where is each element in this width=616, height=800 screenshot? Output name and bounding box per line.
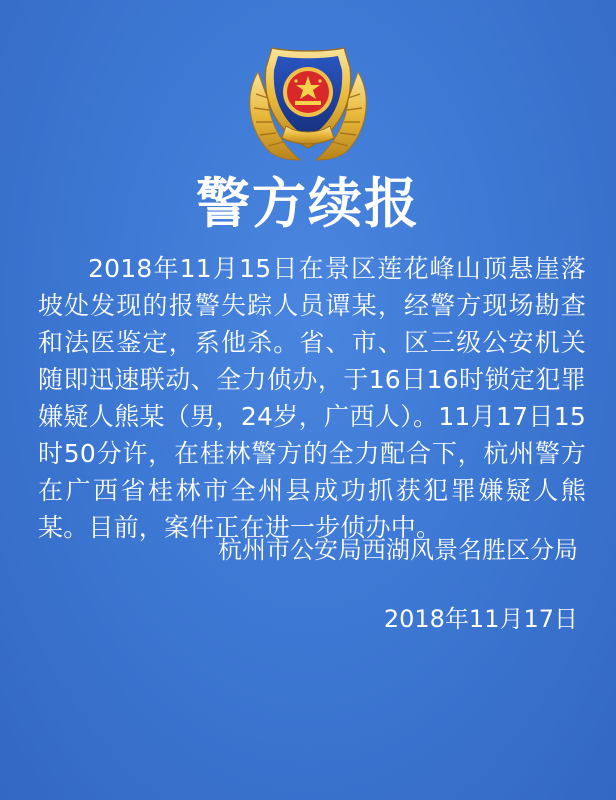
issuing-authority: 杭州市公安局西湖风景名胜区分局 xyxy=(218,536,578,564)
notice-body: 2018年11月15日在景区莲花峰山顶悬崖落坡处发现的报警失踪人员谭某，经警方现场勘查和法医鉴定，系他杀。省、市、区三级公安机关随即迅速联动、全力侦办，于16日16时锁定犯罪嫌疑人熊某（男，24岁，广西人）。11月17日15时50分许，在桂林警方的全力配合下，杭州警方在广西省桂林市全州县成功抓获犯罪嫌疑人熊某。目前，案件正在进一步侦办中。 xyxy=(38,254,586,542)
notice-title: 警方续报 xyxy=(196,172,420,235)
issue-date: 2018年11月17日 xyxy=(383,605,578,633)
police-badge-icon xyxy=(238,34,378,164)
